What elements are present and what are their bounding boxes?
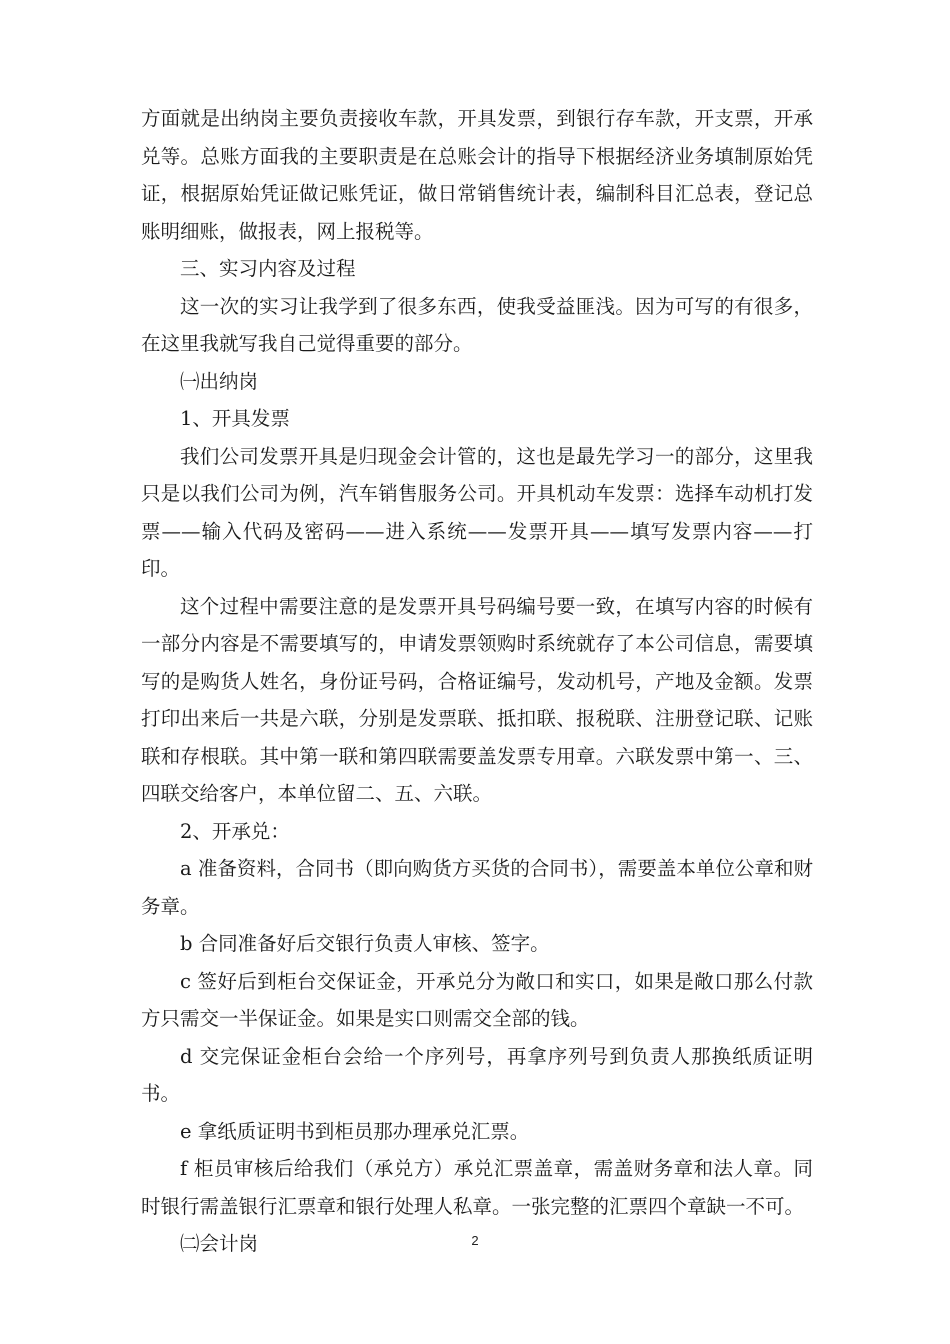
step-paragraph: a 准备资料，合同书（即向购货方买货的合同书），需要盖本单位公章和财务章。: [141, 857, 813, 918]
step-paragraph: f 柜员审核后给我们（承兑方）承兑汇票盖章，需盖财务章和法人章。同时银行需盖银行汇票章和银行处理人私章。一张完整的汇票四个章缺一不可。: [141, 1157, 813, 1218]
item-heading: 2、开承兑：: [180, 819, 290, 843]
body-paragraph: 这一次的实习让我学到了很多东西，使我受益匪浅。因为可写的有很多，在这里我就写我自己觉得重要的部分。: [141, 294, 813, 355]
step-paragraph: d 交完保证金柜台会给一个序列号，再拿序列号到负责人那换纸质证明书。: [141, 1044, 813, 1105]
body-paragraph: 这个过程中需要注意的是发票开具号码编号要一致，在填写内容的时候有一部分内容是不需要填写的，申请发票领购时系统就存了本公司信息，需要填写的是购货人姓名，身份证号码，合格证编号，发动机号，产地及金额。发票打印出来后一共是六联，分别是发票联、抵扣联、报税联、注册登记联、记账联和存根联。其中第一联和第四联需要盖发票专用章。六联发票中第一、三、四联交给客户，本单位留二、五、六联。: [141, 594, 813, 805]
step-paragraph: c 签好后到柜台交保证金，开承兑分为敞口和实口，如果是敞口那么付款方只需交一半保证金。如果是实口则需交全部的钱。: [141, 969, 813, 1030]
subsection-heading: ㈡会计岗: [180, 1232, 259, 1255]
step-paragraph: b 合同准备好后交银行负责人审核、签字。: [180, 932, 550, 955]
item-heading: 1、开具发票: [180, 407, 290, 430]
section-heading: 三、实习内容及过程: [180, 257, 356, 280]
page-number: 2: [471, 1233, 479, 1248]
body-paragraph: 方面就是出纳岗主要负责接收车款，开具发票，到银行存车款，开支票，开承兑等。总账方面我的主要职责是在总账会计的指导下根据经济业务填制原始凭证，根据原始凭证做记账凭证，做日常销售统计表，编制科目汇总表，登记总账明细账，做报表，网上报税等。: [141, 107, 813, 243]
body-paragraph: 我们公司发票开具是归现金会计管的，这也是最先学习一的部分，这里我只是以我们公司为例，汽车销售服务公司。开具机动车发票：选择车动机打发票——输入代码及密码——进入系统——发票开具——填写发票内容——打印。: [141, 444, 813, 580]
step-paragraph: e 拿纸质证明书到柜员那办理承兑汇票。: [180, 1119, 530, 1143]
subsection-heading: ㈠出纳岗: [180, 369, 259, 393]
document-body: [141, 100, 813, 1263]
